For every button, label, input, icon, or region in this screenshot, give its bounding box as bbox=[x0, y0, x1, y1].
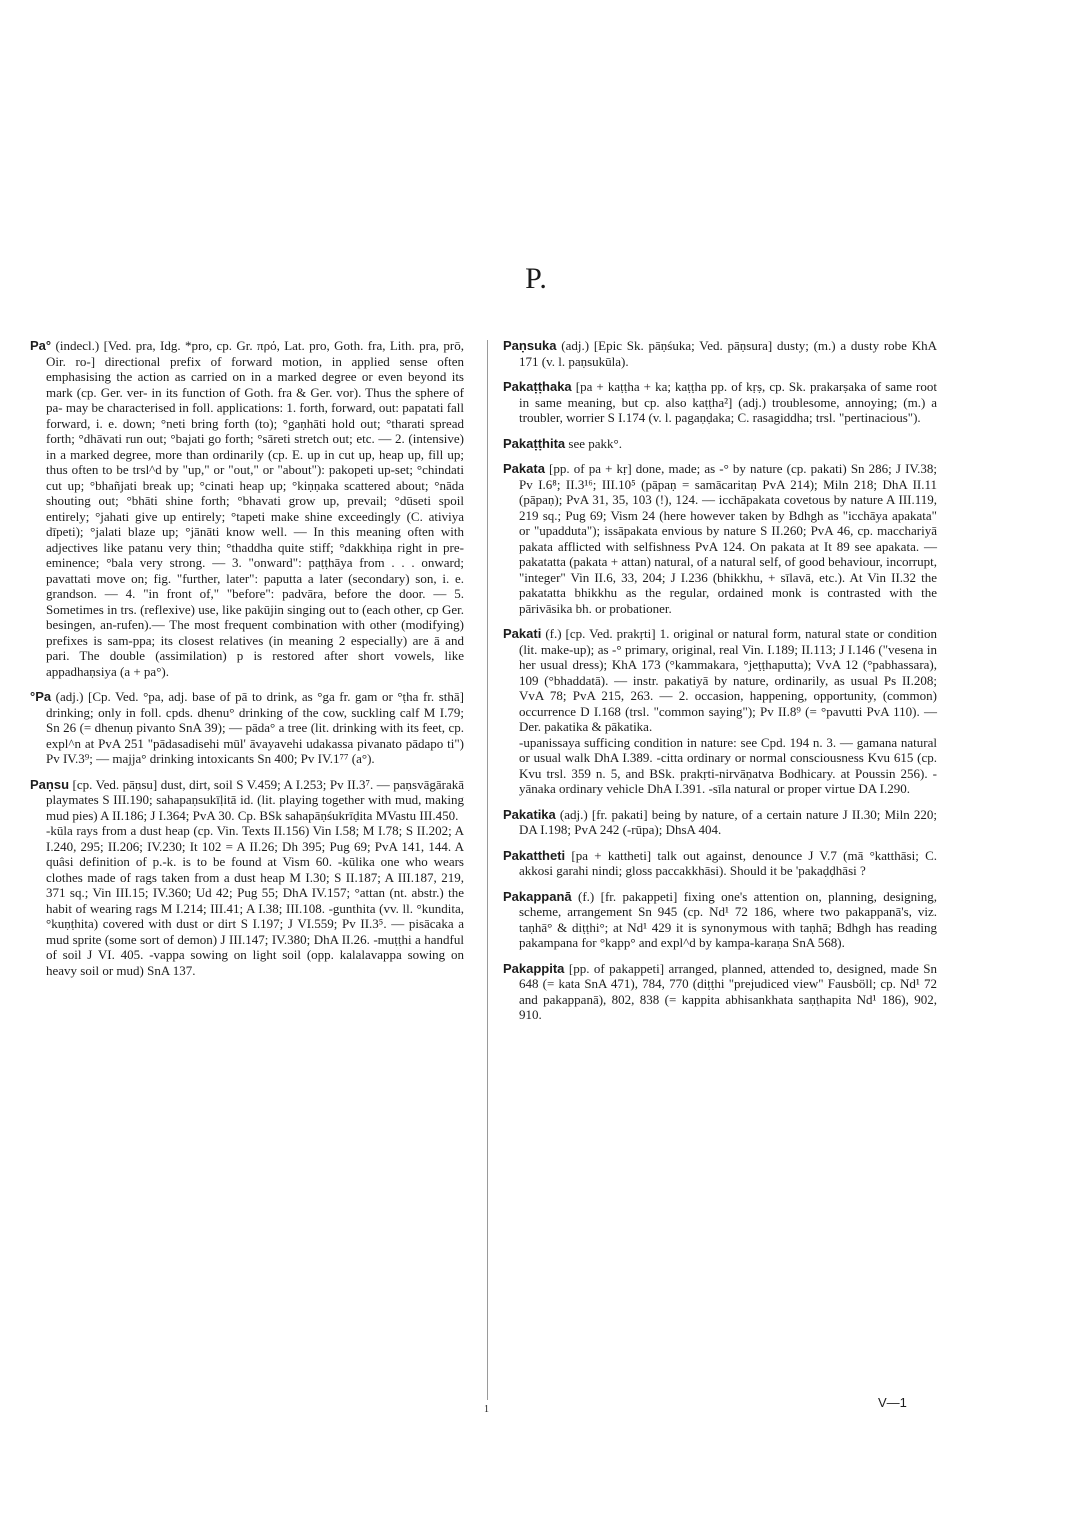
dictionary-entry bbox=[503, 848, 937, 879]
entry-definition bbox=[503, 961, 937, 1023]
entry-headword: Pakattheti bbox=[503, 847, 566, 863]
entry-headword: Pakappanā bbox=[503, 888, 572, 904]
entry-headword: Pakaṭṭhita bbox=[503, 435, 566, 451]
entry-text: (adj.) [Cp. Ved. °pa, adj. base of pā to drink, as °ga fr. gam or °ṭha fr. sthā] drinking; only in foll. cpds. dhenu° drinking of the cow, suckling calf M I.79; Sn 26 (= dhenuṇ pivanto SnA 39); — pāda° a tree (lit. drinking with its feet, cp. expl^n at PvA 251 "pādasadisehi mūl' āvayavehi udakassa pivanato pādapo ti") Pv IV.3⁹; — majja° drinking intoxicants Sn 400; Pv IV.1⁷⁷ (a°). bbox=[46, 689, 464, 766]
entry-definition bbox=[503, 436, 937, 452]
entry-text: (adj.) [Epic Sk. pāṇśuka; Ved. pāṇsura] dusty; (m.) a dusty robe KhA 171 (v. l. paṇsukūla). bbox=[519, 338, 938, 369]
entry-text: [cp. Ved. pāṇsu] dust, dirt, soil S V.459; A I.253; Pv II.3⁷. — paṇsvāgārakā playmates S III.190; sahapaṇsukīḷitā id. (lit. playing together with mud, making mud pies) A II.186; J I.364; PvA 30. Cp. BSk sahapāṇśukrīḍita MVastu III.450. bbox=[46, 776, 465, 823]
entry-text: (f.) [fr. pakappeti] fixing one's attention on, planning, designing, scheme, arrangement Sn 945 (cp. Nd¹ 72 186, where two pakappanā's, viz. taṇhā° & diṭṭhi°; at Nd¹ 429 it is synonymous with taṇhā; Bdhgh has reading pakampana for °kapp° and expl^d by kampa-karaṇa SnA 568). bbox=[519, 888, 937, 950]
entry-definition bbox=[503, 889, 937, 951]
entry-text: [pp. of pa + kṛ] done, made; as -° by nature (cp. pakati) Sn 286; J IV.38; Pv I.6⁸; II.3¹⁶; III.10⁵ (pāpaṇ = samācaritaṇ PvA 214); Miln 218; DhA II.11 (pāpaṇ); PvA 31, 35, 103 (!), 124. — icchāpakata covetous by nature A III.119, 219 sq.; Pug 69; Vism 24 (here however taken by Bdhgh as "icchāya apakata" or "upadduta"); issāpakata envious by nature S II.260; PvA 46, cp. macchariyā pakata afflicted with selfishness PvA 124. On pakata at It 89 see apakata. —pakatatta (pakata + attan) natural, of a natural self, of good behaviour, incorrupt, "integer" Vin II.6, 33, 204; J I.236 (bhikkhu, + sīlavā, etc.). At Vin II.32 the pakatatta bhikkhu as the regular, ordained monk is contrasted with the pārivāsika bh. or probationer. bbox=[519, 461, 937, 616]
entry-definition bbox=[503, 338, 937, 369]
dictionary-entry bbox=[503, 338, 937, 369]
entry-headword: Pakappita bbox=[503, 960, 565, 976]
dictionary-entry bbox=[503, 436, 937, 452]
entry-text: (adj.) [fr. pakati] being by nature, of a certain nature J II.30; Miln 220; DA I.198; PvA 242 (-rūpa); DhsA 404. bbox=[519, 806, 938, 837]
entry-definition bbox=[30, 777, 464, 824]
dictionary-entry bbox=[503, 889, 937, 951]
entry-text: see pakk°. bbox=[568, 435, 622, 451]
entry-text: -upanissaya sufficing condition in nature: see Cpd. 194 n. 3. — gamana natural or usual walk DhA I.389. -citta ordinary or normal consciousness Kvu 615 (cp. Kvu trsl. 359 n. 5, and BSk. prakṛti-nirvāṇatva Bodhicary. at Poussin 256). -yānaka ordinary vehicle DhA I.391. -sīla natural or proper virtue DA I.290. bbox=[519, 734, 937, 796]
entry-definition bbox=[503, 848, 937, 879]
dictionary-entry bbox=[503, 461, 937, 616]
entry-text: [pa + kattheti] talk out against, denounce J V.7 (mā °katthāsi; C. akkosi garahi nindi; gloss paccakkhāsi). Should it be 'pakaḍḍhāsi ? bbox=[519, 847, 937, 878]
entry-headword: Paṇsu bbox=[30, 776, 70, 792]
entry-definition bbox=[503, 807, 937, 838]
left-column bbox=[30, 338, 464, 988]
entry-headword: Paṇsuka bbox=[503, 338, 557, 353]
dictionary-entry bbox=[30, 689, 464, 767]
entry-text: -kūla rays from a dust heap (cp. Vin. Texts II.156) Vin I.58; M I.78; S II.202; A I.240, 295; II.206; IV.230; It 102 = A II.26; Dh 395; Pug 69; PvA 141, 144. A quâsi definition of p.-k. is to be found at Vism 60. -kūlika one who wears clothes made of rags taken from a dust heap M I.30; S II.187; A III.187, 219, 371 sq.; Vin III.15; IV.360; Ud 42; Pug 55; DhA IV.157; °attan (nt. abstr.) the habit of wearing rags M I.214; III.41; A I.38; III.108. -gunthita (vv. ll. °kundita, °kuṇṭhita) covered with dust or dirt S I.197; J VI.559; Pv II.3⁵. — pisācaka a mud sprite (some sort of demon) J III.147; IV.380; DhA II.26. -muṭṭhi a handful of soil J VI. 405. -vappa sowing on light soil (opp. kalalavappa sowing on heavy soil or mud) SnA 137. bbox=[46, 823, 464, 978]
entry-headword: °Pa bbox=[30, 689, 52, 704]
entry-headword: Pakaṭṭhaka bbox=[503, 379, 572, 394]
dictionary-entry bbox=[30, 777, 464, 979]
section-letter: P. bbox=[525, 262, 548, 295]
right-column bbox=[503, 338, 937, 1033]
entry-headword: Pa° bbox=[30, 338, 52, 353]
dictionary-entry bbox=[503, 961, 937, 1023]
entry-definition bbox=[503, 461, 937, 616]
entry-text: (f.) [cp. Ved. prakṛti] 1. original or natural form, natural state or condition (lit. make-up); as -° primary, original, real Vin. I.189; II.113; J I.146 ("vesena in her usual dress); KhA 173 (°kammakara, °jeṭṭhaputta); VvA 12 (°pabhassara), 109 (°bhaddatā). — instr. pakatiyā by nature, ordinarily, as usual Ps II.208; VvA 78; PvA 215, 263. — 2. occasion, happening, opportunity, (common) occurrence D I.168 (trsl. "common saying"); Pv II.8⁹ (= °pavutti PvA 110). — Der. pakatika & pākatika. bbox=[519, 626, 938, 734]
entry-text: [pa + kaṭṭha + ka; kaṭṭha pp. of kṛṣ, cp. Sk. prakarṣaka of same root in same meaning, but cp. also kaṭṭha²] (adj.) troublesome, annoying; (m.) a troubler, worrier S I.174 (v. l. pagaṇḍaka; C. rasagiddha; trsl. "pertinacious"). bbox=[519, 379, 937, 425]
entry-definition bbox=[503, 626, 937, 735]
dictionary-entry bbox=[503, 807, 937, 838]
entry-definition bbox=[30, 338, 464, 679]
dictionary-entry bbox=[30, 338, 464, 679]
entry-headword: Pakatika bbox=[503, 806, 556, 822]
page-number: 1 bbox=[484, 1404, 489, 1415]
entry-text: (indecl.) [Ved. pra, Idg. *pro, cp. Gr. πρό, Lat. pro, Goth. fra, Lith. pra, prō, Oir. ro-] directional prefix of forward motion, in applied sense often emphasising the action as carried on in a marked degree or even beyond its mark (cp. Ger. ver- in its function of Goth. fra & Ger. vor). Thus the sphere of pa- may be characterised in foll. applications: 1. forth, forward, out: papatati fall forward, i. e. down; °neti bring forth (to); °gaṇhāti hold out; °tharati spread forth; °dhāvati run out; °bajati go forth; °sāreti stretch out; etc. — 2. (intensive) in a marked degree, more than ordinarily (cp. E. up in cut up, heap up, fill up; thus often to be trsl^d by "up," or "out," or "about"): pakopeti up-set; °chindati cut up; °bhañjati break up; °cinati heap up; °kiṇṇaka scattered about; °nāda shouting out; °bhāti shine forth; °bhavati grow up, prevail; °dūseti spoil entirely; °jahati give up entirely; °tapeti make shine exceedingly (C. ativiya dīpeti); °jalati blaze up; °jānāti know well. — In this meaning often with adjectives like patanu very thin; °thaddha quite stiff; °dakkhiṇa right in pre-eminence; °bala very strong. — 3. "onward": paṭṭhāya from . . . onward; pavattati move on; fig. "further, later": paputta a later (secondary) son, i. e. grandson. — 4. "in front of," "before": padvāra, before the door. — 5. Sometimes in trs. (reflexive) use, like pakūjin singing out to (each other, cp Ger. besingen, an-rufen).— The most frequent combination with other (modifying) prefixes is sam-ppa; its closest relatives (in meaning 2 especially) are ā and pari. The double (assimilation) p is restored after short vowels, like appadhaṇsiya (a + pa°). bbox=[46, 338, 465, 679]
entry-headword: Pakati bbox=[503, 626, 542, 641]
entry-compounds bbox=[503, 735, 937, 797]
column-divider bbox=[487, 340, 488, 1400]
entry-text: [pp. of pakappeti] arranged, planned, attended to, designed, made Sn 648 (= kata SnA 471), 784, 770 (diṭṭhi "prejudiced view" Fausböll; cp. Nd¹ 72 and pakappanā), 802, 838 (= kappita abhisankhata saṇṭhapita Nd¹ 186), 902, 910. bbox=[519, 960, 937, 1022]
entry-compounds bbox=[30, 823, 464, 978]
dictionary-entry bbox=[503, 379, 937, 426]
entry-definition bbox=[503, 379, 937, 426]
dictionary-entry bbox=[503, 626, 937, 797]
signature-mark: V—1 bbox=[878, 1395, 907, 1410]
entry-headword: Pakata bbox=[503, 461, 545, 476]
entry-definition bbox=[30, 689, 464, 767]
